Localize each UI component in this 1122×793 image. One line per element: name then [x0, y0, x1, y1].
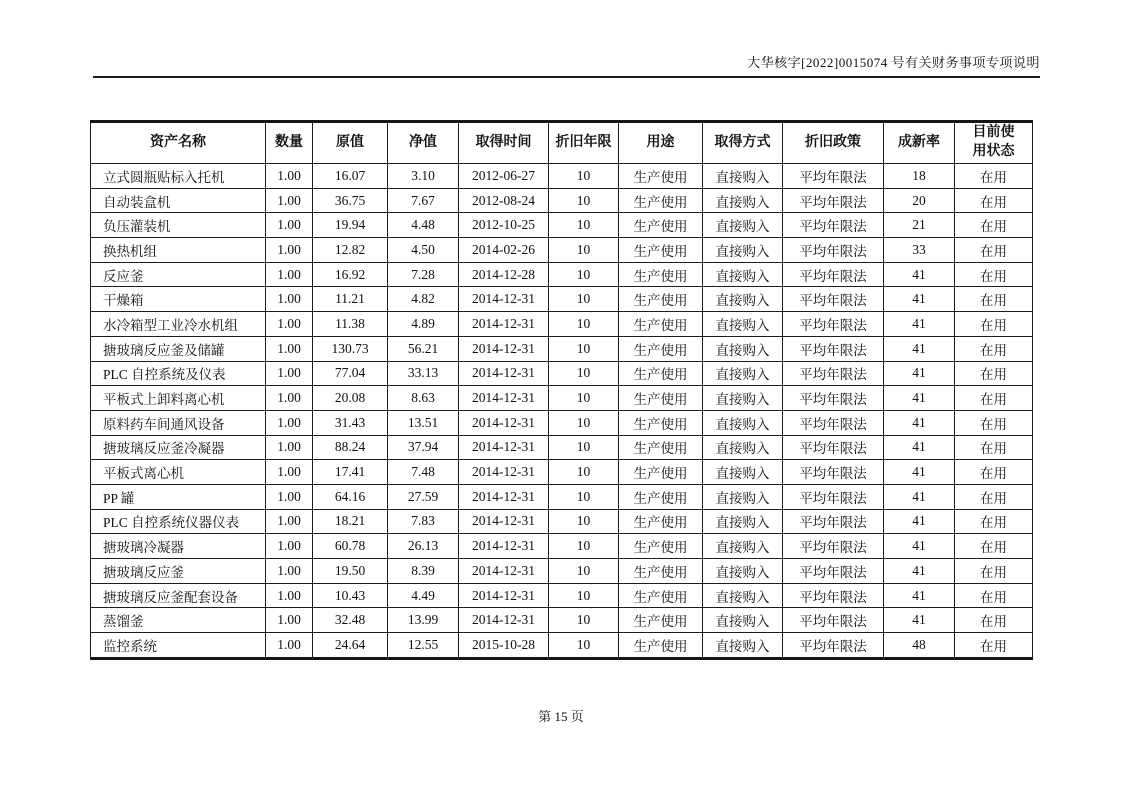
acquisition-method-cell: 直接购入 [703, 583, 783, 608]
col-asset-name: 资产名称 [91, 122, 266, 164]
depreciation-policy-cell: 平均年限法 [783, 435, 884, 460]
depreciation-policy-cell: 平均年限法 [783, 336, 884, 361]
depreciation-years-cell: 10 [549, 534, 619, 559]
acquisition-method-cell: 直接购入 [703, 287, 783, 312]
quantity-cell: 1.00 [266, 262, 313, 287]
acquisition-method-cell: 直接购入 [703, 262, 783, 287]
acquisition-method-cell: 直接购入 [703, 608, 783, 633]
depreciation-policy-cell: 平均年限法 [783, 410, 884, 435]
original-value-cell: 60.78 [313, 534, 388, 559]
current-status-cell: 在用 [955, 336, 1033, 361]
usage-cell: 生产使用 [619, 287, 703, 312]
depreciation-years-cell: 10 [549, 361, 619, 386]
table-row [91, 608, 1033, 633]
quantity-cell: 1.00 [266, 386, 313, 411]
usage-cell: 生产使用 [619, 583, 703, 608]
acquisition-method-cell: 直接购入 [703, 410, 783, 435]
original-value-cell: 24.64 [313, 633, 388, 659]
usage-cell: 生产使用 [619, 312, 703, 337]
current-status-cell: 在用 [955, 559, 1033, 584]
depreciation-policy-cell: 平均年限法 [783, 633, 884, 659]
asset-name-cell: 立式圆瓶贴标入托机 [91, 164, 266, 189]
asset-name-cell: 监控系统 [91, 633, 266, 659]
net-value-cell: 7.83 [388, 509, 459, 534]
usage-cell: 生产使用 [619, 410, 703, 435]
acquisition-method-cell: 直接购入 [703, 361, 783, 386]
original-value-cell: 16.07 [313, 164, 388, 189]
quantity-cell: 1.00 [266, 534, 313, 559]
acquisition-method-cell: 直接购入 [703, 238, 783, 263]
col-depreciation-policy: 折旧政策 [783, 122, 884, 164]
acquisition-method-cell: 直接购入 [703, 460, 783, 485]
acquisition-method-cell: 直接购入 [703, 336, 783, 361]
quantity-cell: 1.00 [266, 633, 313, 659]
acquisition-method-cell: 直接购入 [703, 435, 783, 460]
original-value-cell: 31.43 [313, 410, 388, 435]
usage-cell: 生产使用 [619, 509, 703, 534]
depreciation-years-cell: 10 [549, 213, 619, 238]
original-value-cell: 11.38 [313, 312, 388, 337]
acquisition-method-cell: 直接购入 [703, 188, 783, 213]
depreciation-years-cell: 10 [549, 435, 619, 460]
acquisition-date-cell: 2014-12-28 [459, 262, 549, 287]
asset-table [90, 120, 1033, 660]
net-value-cell: 4.50 [388, 238, 459, 263]
depreciation-policy-cell: 平均年限法 [783, 238, 884, 263]
col-acquisition-method: 取得方式 [703, 122, 783, 164]
original-value-cell: 130.73 [313, 336, 388, 361]
quantity-cell: 1.00 [266, 213, 313, 238]
usage-cell: 生产使用 [619, 559, 703, 584]
usage-cell: 生产使用 [619, 534, 703, 559]
quantity-cell: 1.00 [266, 336, 313, 361]
usage-cell: 生产使用 [619, 608, 703, 633]
condition-rate-cell: 41 [884, 534, 955, 559]
col-quantity: 数量 [266, 122, 313, 164]
asset-name-cell: PLC 自控系统及仪表 [91, 361, 266, 386]
table-row [91, 164, 1033, 189]
asset-name-cell: PP 罐 [91, 484, 266, 509]
original-value-cell: 18.21 [313, 509, 388, 534]
table-row [91, 336, 1033, 361]
net-value-cell: 4.82 [388, 287, 459, 312]
acquisition-method-cell: 直接购入 [703, 484, 783, 509]
depreciation-years-cell: 10 [549, 238, 619, 263]
asset-name-cell: 换热机组 [91, 238, 266, 263]
depreciation-years-cell: 10 [549, 559, 619, 584]
table-row [91, 238, 1033, 263]
asset-name-cell: 搪玻璃冷凝器 [91, 534, 266, 559]
quantity-cell: 1.00 [266, 435, 313, 460]
usage-cell: 生产使用 [619, 484, 703, 509]
depreciation-policy-cell: 平均年限法 [783, 262, 884, 287]
table-row [91, 213, 1033, 238]
header-row [91, 122, 1033, 164]
depreciation-policy-cell: 平均年限法 [783, 534, 884, 559]
depreciation-policy-cell: 平均年限法 [783, 509, 884, 534]
acquisition-method-cell: 直接购入 [703, 213, 783, 238]
asset-name-cell: 蒸馏釜 [91, 608, 266, 633]
acquisition-date-cell: 2014-12-31 [459, 312, 549, 337]
condition-rate-cell: 41 [884, 559, 955, 584]
acquisition-date-cell: 2014-12-31 [459, 361, 549, 386]
condition-rate-cell: 41 [884, 336, 955, 361]
depreciation-policy-cell: 平均年限法 [783, 559, 884, 584]
acquisition-method-cell: 直接购入 [703, 164, 783, 189]
depreciation-years-cell: 10 [549, 410, 619, 435]
usage-cell: 生产使用 [619, 164, 703, 189]
net-value-cell: 12.55 [388, 633, 459, 659]
table-row [91, 262, 1033, 287]
depreciation-years-cell: 10 [549, 608, 619, 633]
current-status-cell: 在用 [955, 213, 1033, 238]
quantity-cell: 1.00 [266, 608, 313, 633]
current-status-cell: 在用 [955, 164, 1033, 189]
acquisition-date-cell: 2015-10-28 [459, 633, 549, 659]
depreciation-policy-cell: 平均年限法 [783, 213, 884, 238]
usage-cell: 生产使用 [619, 188, 703, 213]
table-row [91, 312, 1033, 337]
depreciation-policy-cell: 平均年限法 [783, 164, 884, 189]
condition-rate-cell: 41 [884, 608, 955, 633]
net-value-cell: 4.49 [388, 583, 459, 608]
condition-rate-cell: 41 [884, 386, 955, 411]
condition-rate-cell: 21 [884, 213, 955, 238]
original-value-cell: 32.48 [313, 608, 388, 633]
condition-rate-cell: 41 [884, 484, 955, 509]
original-value-cell: 77.04 [313, 361, 388, 386]
net-value-cell: 33.13 [388, 361, 459, 386]
quantity-cell: 1.00 [266, 559, 313, 584]
header-note: 大华核字[2022]0015074 号有关财务事项专项说明 [747, 55, 1040, 70]
col-current-status-label: 目前使用状态 [972, 125, 1015, 159]
acquisition-date-cell: 2014-12-31 [459, 336, 549, 361]
original-value-cell: 19.94 [313, 213, 388, 238]
quantity-cell: 1.00 [266, 238, 313, 263]
table-row [91, 559, 1033, 584]
acquisition-date-cell: 2014-12-31 [459, 509, 549, 534]
usage-cell: 生产使用 [619, 238, 703, 263]
depreciation-years-cell: 10 [549, 312, 619, 337]
col-current-status [955, 122, 1033, 164]
acquisition-date-cell: 2014-12-31 [459, 386, 549, 411]
net-value-cell: 3.10 [388, 164, 459, 189]
condition-rate-cell: 18 [884, 164, 955, 189]
col-usage: 用途 [619, 122, 703, 164]
current-status-cell: 在用 [955, 460, 1033, 485]
quantity-cell: 1.00 [266, 188, 313, 213]
asset-name-cell: 平板式上卸料离心机 [91, 386, 266, 411]
depreciation-years-cell: 10 [549, 460, 619, 485]
net-value-cell: 13.99 [388, 608, 459, 633]
original-value-cell: 16.92 [313, 262, 388, 287]
net-value-cell: 37.94 [388, 435, 459, 460]
table-row [91, 484, 1033, 509]
table-row [91, 509, 1033, 534]
acquisition-date-cell: 2014-12-31 [459, 534, 549, 559]
asset-name-cell: 干燥箱 [91, 287, 266, 312]
quantity-cell: 1.00 [266, 484, 313, 509]
condition-rate-cell: 41 [884, 312, 955, 337]
table-row [91, 633, 1033, 659]
quantity-cell: 1.00 [266, 410, 313, 435]
original-value-cell: 17.41 [313, 460, 388, 485]
depreciation-years-cell: 10 [549, 386, 619, 411]
quantity-cell: 1.00 [266, 583, 313, 608]
acquisition-date-cell: 2014-12-31 [459, 484, 549, 509]
asset-name-cell: 搪玻璃反应釜 [91, 559, 266, 584]
current-status-cell: 在用 [955, 435, 1033, 460]
condition-rate-cell: 41 [884, 460, 955, 485]
page-footer [0, 706, 1122, 725]
acquisition-method-cell: 直接购入 [703, 534, 783, 559]
current-status-cell: 在用 [955, 633, 1033, 659]
depreciation-policy-cell: 平均年限法 [783, 460, 884, 485]
original-value-cell: 19.50 [313, 559, 388, 584]
table-row [91, 287, 1033, 312]
depreciation-years-cell: 10 [549, 262, 619, 287]
asset-name-cell: 原料药车间通风设备 [91, 410, 266, 435]
net-value-cell: 13.51 [388, 410, 459, 435]
col-acquisition-date: 取得时间 [459, 122, 549, 164]
current-status-cell: 在用 [955, 287, 1033, 312]
depreciation-years-cell: 10 [549, 164, 619, 189]
original-value-cell: 11.21 [313, 287, 388, 312]
net-value-cell: 26.13 [388, 534, 459, 559]
condition-rate-cell: 41 [884, 361, 955, 386]
current-status-cell: 在用 [955, 509, 1033, 534]
asset-name-cell: 搪玻璃反应釜配套设备 [91, 583, 266, 608]
net-value-cell: 7.28 [388, 262, 459, 287]
col-net-value: 净值 [388, 122, 459, 164]
acquisition-method-cell: 直接购入 [703, 386, 783, 411]
condition-rate-cell: 41 [884, 583, 955, 608]
depreciation-policy-cell: 平均年限法 [783, 188, 884, 213]
original-value-cell: 20.08 [313, 386, 388, 411]
usage-cell: 生产使用 [619, 213, 703, 238]
asset-name-cell: 反应釜 [91, 262, 266, 287]
acquisition-date-cell: 2014-12-31 [459, 460, 549, 485]
current-status-cell: 在用 [955, 484, 1033, 509]
table-row [91, 460, 1033, 485]
asset-name-cell: 负压灌装机 [91, 213, 266, 238]
depreciation-years-cell: 10 [549, 188, 619, 213]
net-value-cell: 7.48 [388, 460, 459, 485]
table-row [91, 534, 1033, 559]
depreciation-policy-cell: 平均年限法 [783, 361, 884, 386]
table-row [91, 386, 1033, 411]
net-value-cell: 8.63 [388, 386, 459, 411]
depreciation-policy-cell: 平均年限法 [783, 386, 884, 411]
document-header [93, 52, 1040, 78]
col-original-value: 原值 [313, 122, 388, 164]
depreciation-years-cell: 10 [549, 336, 619, 361]
table-row [91, 188, 1033, 213]
acquisition-date-cell: 2012-06-27 [459, 164, 549, 189]
current-status-cell: 在用 [955, 608, 1033, 633]
condition-rate-cell: 48 [884, 633, 955, 659]
depreciation-policy-cell: 平均年限法 [783, 484, 884, 509]
original-value-cell: 10.43 [313, 583, 388, 608]
current-status-cell: 在用 [955, 583, 1033, 608]
net-value-cell: 4.48 [388, 213, 459, 238]
current-status-cell: 在用 [955, 361, 1033, 386]
depreciation-policy-cell: 平均年限法 [783, 583, 884, 608]
table-row [91, 583, 1033, 608]
condition-rate-cell: 41 [884, 262, 955, 287]
acquisition-method-cell: 直接购入 [703, 509, 783, 534]
col-condition-rate: 成新率 [884, 122, 955, 164]
asset-name-cell: 水冷箱型工业冷水机组 [91, 312, 266, 337]
quantity-cell: 1.00 [266, 164, 313, 189]
acquisition-date-cell: 2014-12-31 [459, 583, 549, 608]
usage-cell: 生产使用 [619, 361, 703, 386]
acquisition-date-cell: 2014-12-31 [459, 410, 549, 435]
page-number: 第 15 页 [538, 709, 584, 724]
asset-name-cell: 平板式离心机 [91, 460, 266, 485]
net-value-cell: 56.21 [388, 336, 459, 361]
current-status-cell: 在用 [955, 386, 1033, 411]
asset-name-cell: 搪玻璃反应釜冷凝器 [91, 435, 266, 460]
depreciation-years-cell: 10 [549, 287, 619, 312]
condition-rate-cell: 33 [884, 238, 955, 263]
asset-name-cell: 自动装盒机 [91, 188, 266, 213]
condition-rate-cell: 41 [884, 287, 955, 312]
quantity-cell: 1.00 [266, 460, 313, 485]
net-value-cell: 7.67 [388, 188, 459, 213]
acquisition-date-cell: 2014-02-26 [459, 238, 549, 263]
quantity-cell: 1.00 [266, 312, 313, 337]
acquisition-method-cell: 直接购入 [703, 559, 783, 584]
condition-rate-cell: 41 [884, 509, 955, 534]
usage-cell: 生产使用 [619, 336, 703, 361]
acquisition-date-cell: 2014-12-31 [459, 287, 549, 312]
net-value-cell: 4.89 [388, 312, 459, 337]
table-row [91, 410, 1033, 435]
original-value-cell: 36.75 [313, 188, 388, 213]
asset-name-cell: 搪玻璃反应釜及储罐 [91, 336, 266, 361]
acquisition-date-cell: 2014-12-31 [459, 608, 549, 633]
usage-cell: 生产使用 [619, 435, 703, 460]
original-value-cell: 64.16 [313, 484, 388, 509]
usage-cell: 生产使用 [619, 633, 703, 659]
table-body [91, 164, 1033, 659]
depreciation-policy-cell: 平均年限法 [783, 287, 884, 312]
depreciation-years-cell: 10 [549, 583, 619, 608]
current-status-cell: 在用 [955, 534, 1033, 559]
depreciation-policy-cell: 平均年限法 [783, 312, 884, 337]
acquisition-date-cell: 2012-08-24 [459, 188, 549, 213]
table-row [91, 361, 1033, 386]
depreciation-years-cell: 10 [549, 484, 619, 509]
net-value-cell: 8.39 [388, 559, 459, 584]
quantity-cell: 1.00 [266, 509, 313, 534]
current-status-cell: 在用 [955, 312, 1033, 337]
depreciation-years-cell: 10 [549, 509, 619, 534]
condition-rate-cell: 41 [884, 435, 955, 460]
current-status-cell: 在用 [955, 262, 1033, 287]
table-header [91, 122, 1033, 164]
current-status-cell: 在用 [955, 188, 1033, 213]
net-value-cell: 27.59 [388, 484, 459, 509]
usage-cell: 生产使用 [619, 262, 703, 287]
col-depreciation-years: 折旧年限 [549, 122, 619, 164]
condition-rate-cell: 41 [884, 410, 955, 435]
acquisition-method-cell: 直接购入 [703, 633, 783, 659]
table-row [91, 435, 1033, 460]
quantity-cell: 1.00 [266, 361, 313, 386]
usage-cell: 生产使用 [619, 386, 703, 411]
acquisition-date-cell: 2012-10-25 [459, 213, 549, 238]
current-status-cell: 在用 [955, 238, 1033, 263]
depreciation-years-cell: 10 [549, 633, 619, 659]
original-value-cell: 88.24 [313, 435, 388, 460]
acquisition-date-cell: 2014-12-31 [459, 435, 549, 460]
condition-rate-cell: 20 [884, 188, 955, 213]
depreciation-policy-cell: 平均年限法 [783, 608, 884, 633]
usage-cell: 生产使用 [619, 460, 703, 485]
original-value-cell: 12.82 [313, 238, 388, 263]
current-status-cell: 在用 [955, 410, 1033, 435]
acquisition-date-cell: 2014-12-31 [459, 559, 549, 584]
quantity-cell: 1.00 [266, 287, 313, 312]
acquisition-method-cell: 直接购入 [703, 312, 783, 337]
asset-name-cell: PLC 自控系统仪器仪表 [91, 509, 266, 534]
